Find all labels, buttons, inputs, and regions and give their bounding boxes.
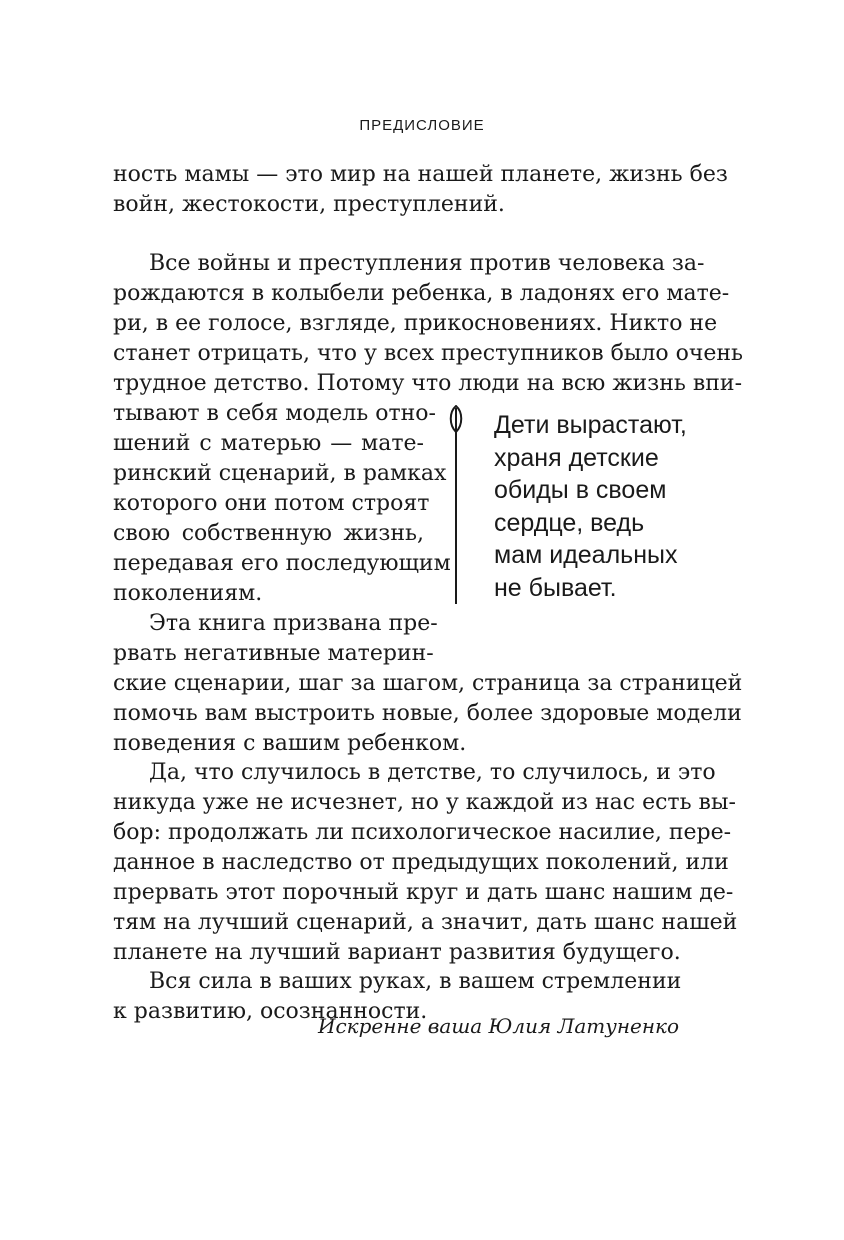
body-line: ри, в ее голосе, взгляде, прикосновениях. Никто не bbox=[113, 311, 718, 336]
leaf-ornament-icon bbox=[447, 405, 465, 439]
body-line: поколениям. bbox=[113, 581, 263, 606]
pull-quote-rule bbox=[455, 410, 457, 604]
pull-quote-line: не бывает. bbox=[494, 573, 617, 602]
body-line: ские сценарии, шаг за шагом, страница за страницей bbox=[113, 671, 743, 696]
pull-quote-line: обиды в своем bbox=[494, 476, 667, 504]
pull-quote-line: мам идеальных bbox=[494, 541, 678, 569]
body-line: свою собственную жизнь, bbox=[113, 521, 424, 546]
body-line: станет отрицать, что у всех преступников было очень bbox=[113, 341, 744, 366]
body-line: поведения с вашим ребенком. bbox=[113, 731, 467, 756]
pull-quote bbox=[494, 409, 734, 604]
body-line: трудное детство. Потому что люди на всю жизнь впи- bbox=[113, 371, 742, 396]
body-line: рождаются в колыбели ребенка, в ладонях его мате- bbox=[113, 281, 730, 306]
body-line: Да, что случилось в детстве, то случилось, и это bbox=[149, 760, 716, 785]
body-line: никуда уже не исчезнет, но у каждой из нас есть вы- bbox=[113, 790, 736, 815]
body-line: Все войны и преступления против человека за- bbox=[149, 251, 705, 276]
body-line: Эта книга призвана пре- bbox=[149, 611, 438, 636]
pull-quote-line: сердце, ведь bbox=[494, 508, 645, 537]
body-line: бор: продолжать ли психологическое насилие, пере- bbox=[113, 820, 732, 845]
body-line: к развитию, осознанности. bbox=[113, 999, 428, 1024]
body-line: тям на лучший сценарий, а значит, дать шанс нашей bbox=[113, 910, 738, 935]
pull-quote-line: храня детские bbox=[494, 443, 659, 472]
body-line: планете на лучший вариант развития будущего. bbox=[113, 940, 681, 965]
body-line: прервать этот порочный круг и дать шанс нашим де- bbox=[113, 880, 734, 905]
author-signature: Искренне ваша Юлия Латуненко bbox=[318, 1014, 679, 1038]
body-line: тывают в себя модель отно- bbox=[113, 401, 436, 426]
body-line: помочь вам выстроить новые, более здоровые модели bbox=[113, 701, 742, 726]
body-line: которого они потом строят bbox=[113, 491, 430, 516]
body-line: передавая его последующим bbox=[113, 551, 451, 576]
body-line: Вся сила в ваших руках, в вашем стремлении bbox=[149, 969, 682, 994]
body-line: войн, жестокости, преступлений. bbox=[113, 192, 505, 217]
body-line: рвать негативные материн- bbox=[113, 641, 434, 666]
pull-quote-line: Дети вырастают, bbox=[494, 411, 687, 439]
running-head: ПРЕДИСЛОВИЕ bbox=[359, 117, 485, 134]
body-line: ринский сценарий, в рамках bbox=[113, 461, 447, 486]
body-line: данное в наследство от предыдущих поколений, или bbox=[113, 850, 729, 875]
body-line: шений с матерью — мате- bbox=[113, 431, 424, 456]
body-line: ность мамы — это мир на нашей планете, жизнь без bbox=[113, 162, 728, 187]
